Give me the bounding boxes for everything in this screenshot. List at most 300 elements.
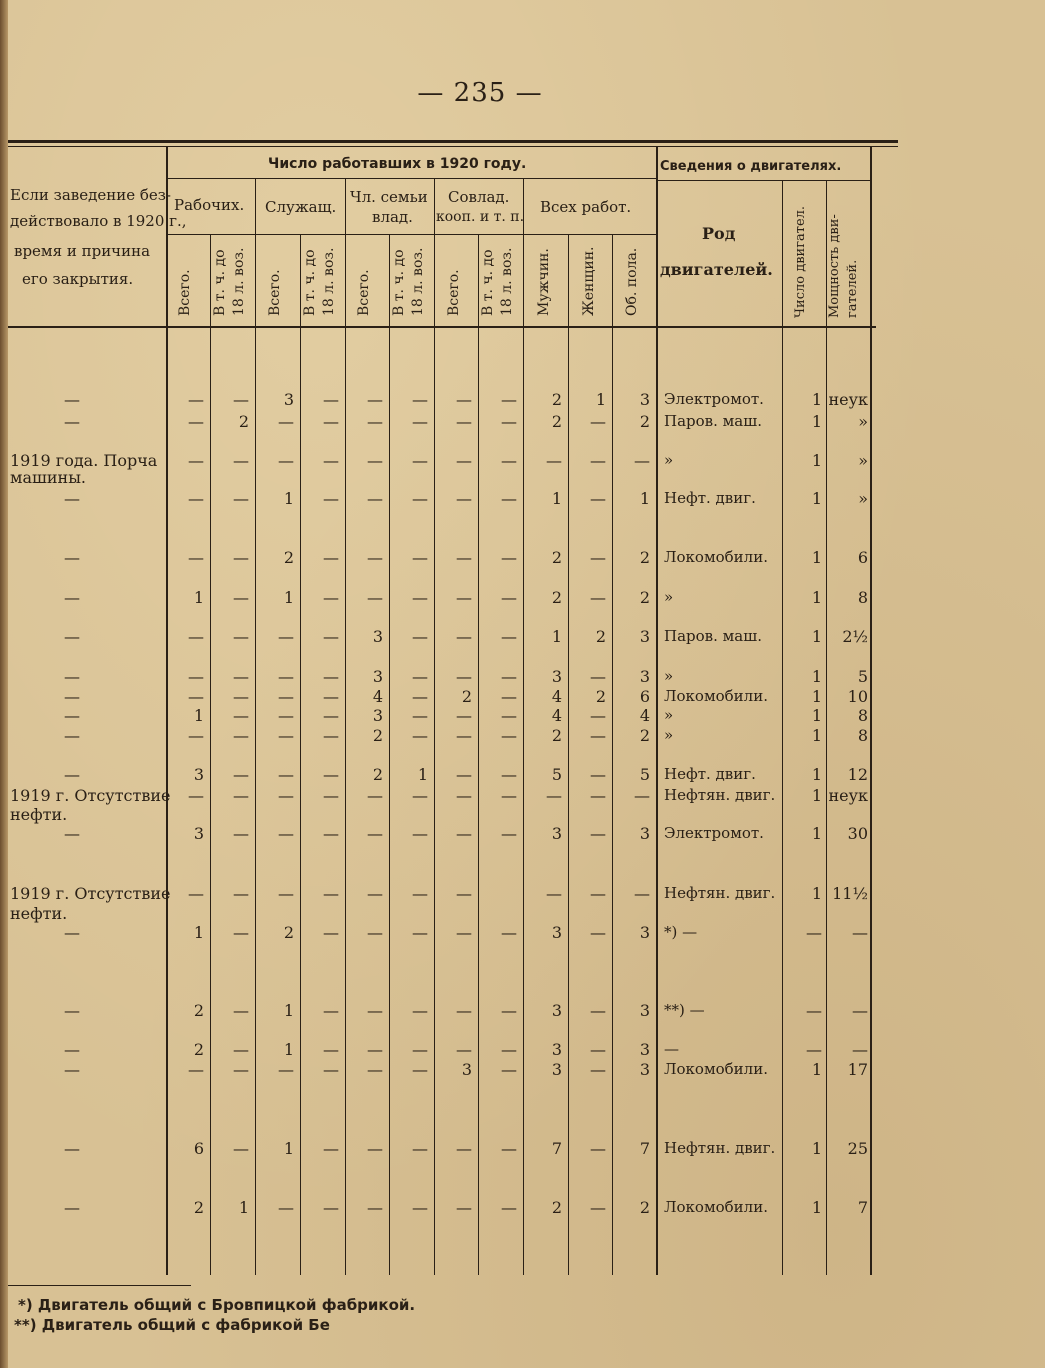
row-cell: — <box>278 667 294 686</box>
row-engine-count: 1 <box>811 489 822 508</box>
row-cell: — <box>188 1060 204 1079</box>
closure-header-line-3: время и причина <box>14 242 151 260</box>
row-cell: — <box>278 824 294 843</box>
row-cell: — <box>412 923 428 942</box>
workers-header-title: Число работавших в 1920 году. <box>268 156 527 172</box>
header-sep-workers <box>166 178 656 179</box>
row-cell: — <box>323 667 339 686</box>
sub-workers-minor-1: В т. ч. до <box>212 249 228 316</box>
row-cell: 2 <box>193 1001 204 1020</box>
row-cell: — <box>501 390 517 409</box>
top-rule-thin <box>8 146 898 147</box>
row-cell: — <box>590 588 606 607</box>
row-engine-count: 1 <box>811 548 822 567</box>
row-cell: — <box>412 627 428 646</box>
row-engine-power: 30 <box>847 824 868 843</box>
sub-employees-minor-2: 18 л. воз. <box>321 247 337 316</box>
row-engine-type: Локомобили. <box>664 687 768 705</box>
grid-vline <box>870 146 872 1275</box>
top-rule <box>8 140 898 143</box>
row-cell: — <box>188 489 204 508</box>
row-cell: — <box>501 1060 517 1079</box>
row-cell: — <box>634 884 650 903</box>
row-cell: — <box>456 667 472 686</box>
row-cell: 3 <box>551 1040 562 1059</box>
row-engine-power: 11½ <box>832 884 868 903</box>
row-cell: — <box>367 412 383 431</box>
row-cell: 3 <box>551 667 562 686</box>
row-cell: — <box>278 1060 294 1079</box>
sub-engine-count: Число двигател. <box>793 205 808 318</box>
row-cell: — <box>323 786 339 805</box>
row-engine-count: 1 <box>811 706 822 725</box>
row-cell: — <box>367 923 383 942</box>
row-engine-count: 1 <box>811 412 822 431</box>
row-cell: — <box>634 451 650 470</box>
row-cell: — <box>278 765 294 784</box>
row-cell: — <box>546 786 562 805</box>
row-closure-note: — <box>64 412 80 431</box>
row-cell: — <box>546 884 562 903</box>
row-cell: 2 <box>551 548 562 567</box>
row-cell: — <box>412 884 428 903</box>
row-cell: 2 <box>639 412 650 431</box>
row-engine-power: » <box>858 412 868 431</box>
row-cell: — <box>501 1198 517 1217</box>
closure-header-line-1: Если заведение без- <box>10 186 172 204</box>
row-engine-type: Нефтян. двиг. <box>664 786 776 804</box>
row-engine-power: 8 <box>857 706 868 725</box>
row-cell: — <box>367 1001 383 1020</box>
row-cell: 2 <box>551 726 562 745</box>
row-cell: 1 <box>595 390 606 409</box>
row-cell: 2 <box>595 687 606 706</box>
row-cell: — <box>501 1040 517 1059</box>
group-coowners-line-2: кооп. и т. п. <box>436 209 525 225</box>
row-engine-count: 1 <box>811 884 822 903</box>
row-cell: — <box>233 1139 249 1158</box>
row-cell: — <box>188 786 204 805</box>
sub-family-minor-1: В т. ч. до <box>391 249 407 316</box>
row-cell: — <box>323 1198 339 1217</box>
row-cell: 1 <box>283 1139 294 1158</box>
row-cell: — <box>188 667 204 686</box>
row-cell: 3 <box>551 1001 562 1020</box>
row-cell: — <box>412 412 428 431</box>
row-cell: — <box>634 786 650 805</box>
row-cell: — <box>188 412 204 431</box>
row-engine-type: **) — <box>664 1001 705 1019</box>
row-cell: — <box>456 548 472 567</box>
row-cell: 1 <box>639 489 650 508</box>
row-cell: — <box>323 1060 339 1079</box>
row-cell: — <box>412 1040 428 1059</box>
row-engine-count: 1 <box>811 588 822 607</box>
row-cell: — <box>278 726 294 745</box>
row-engine-type: » <box>664 706 674 724</box>
row-cell: — <box>323 824 339 843</box>
row-cell: — <box>590 884 606 903</box>
row-cell: 3 <box>551 1060 562 1079</box>
row-cell: — <box>412 786 428 805</box>
grid-vline <box>782 180 783 1275</box>
row-cell: — <box>367 1139 383 1158</box>
row-closure-note: — <box>64 489 80 508</box>
row-cell: 3 <box>639 1040 650 1059</box>
row-cell: — <box>590 923 606 942</box>
row-cell: 3 <box>193 765 204 784</box>
row-engine-type: Локомобили. <box>664 548 768 566</box>
row-cell: 1 <box>283 1040 294 1059</box>
row-cell: 3 <box>639 627 650 646</box>
row-cell: 3 <box>639 1001 650 1020</box>
row-cell: — <box>233 489 249 508</box>
grid-vline <box>612 234 613 1275</box>
row-closure-note: — <box>64 1060 80 1079</box>
row-cell: — <box>501 1001 517 1020</box>
book-binding-edge <box>0 0 8 1368</box>
row-cell: — <box>456 1139 472 1158</box>
row-cell: — <box>323 726 339 745</box>
row-engine-count: — <box>806 1040 822 1059</box>
row-cell: — <box>188 548 204 567</box>
group-family-line-1: Чл. семьи <box>350 188 428 206</box>
row-cell: — <box>323 1139 339 1158</box>
row-cell: — <box>367 1198 383 1217</box>
row-engine-count: 1 <box>811 824 822 843</box>
row-closure-note: — <box>64 824 80 843</box>
row-engine-type: Паров. маш. <box>664 412 762 430</box>
row-engine-count: 1 <box>811 786 822 805</box>
row-cell: 3 <box>283 390 294 409</box>
row-cell: — <box>456 765 472 784</box>
row-engine-count: 1 <box>811 390 822 409</box>
row-engine-type: Локомобили. <box>664 1198 768 1216</box>
row-cell: 3 <box>372 706 383 725</box>
row-cell: 3 <box>551 923 562 942</box>
row-cell: 5 <box>551 765 562 784</box>
row-engine-power: 5 <box>857 667 868 686</box>
header-sep-engines <box>656 180 870 181</box>
row-cell: — <box>456 923 472 942</box>
row-engine-type: Нефтян. двиг. <box>664 1139 776 1157</box>
group-employees: Служащ. <box>265 198 337 216</box>
row-cell: — <box>412 726 428 745</box>
row-cell: — <box>590 548 606 567</box>
row-cell: — <box>456 1040 472 1059</box>
row-cell: 2 <box>551 412 562 431</box>
row-cell: — <box>590 726 606 745</box>
sub-family-minor-2: 18 л. воз. <box>410 247 426 316</box>
row-engine-type: » <box>664 451 674 469</box>
sub-coowners-minor-2: 18 л. воз. <box>499 247 515 316</box>
row-cell: — <box>590 824 606 843</box>
row-cell: — <box>323 451 339 470</box>
sub-men: Мужчин. <box>536 248 552 316</box>
row-cell: — <box>233 706 249 725</box>
row-cell: — <box>412 451 428 470</box>
row-cell: — <box>233 786 249 805</box>
row-cell: 1 <box>551 627 562 646</box>
row-cell: — <box>456 412 472 431</box>
row-closure-note: — <box>64 548 80 567</box>
row-cell: 2 <box>193 1040 204 1059</box>
row-cell: 2 <box>551 390 562 409</box>
row-engine-power: 8 <box>857 726 868 745</box>
row-cell: — <box>278 706 294 725</box>
sub-workers-total: Всего. <box>177 269 193 316</box>
row-engine-type: Электромот. <box>664 824 764 842</box>
row-cell: — <box>188 884 204 903</box>
row-cell: — <box>501 923 517 942</box>
row-cell: 1 <box>417 765 428 784</box>
sub-family-total: Всего. <box>356 269 372 316</box>
row-cell: 3 <box>551 824 562 843</box>
row-closure-note: — <box>64 1001 80 1020</box>
row-closure-note: — <box>64 726 80 745</box>
engine-type-header-1: Род <box>702 224 736 243</box>
row-cell: — <box>590 786 606 805</box>
row-cell: 2 <box>639 588 650 607</box>
page-number: — 235 — <box>417 78 543 108</box>
row-cell: — <box>501 726 517 745</box>
row-engine-power: 12 <box>847 765 868 784</box>
row-cell: 1 <box>238 1198 249 1217</box>
row-cell: 4 <box>551 687 562 706</box>
row-cell: — <box>501 451 517 470</box>
row-engine-count: 1 <box>811 1139 822 1158</box>
row-cell: 1 <box>193 588 204 607</box>
row-closure-note: 1919 г. Отсутствие <box>10 884 171 903</box>
row-cell: — <box>323 923 339 942</box>
row-cell: — <box>323 884 339 903</box>
row-cell: — <box>501 765 517 784</box>
row-cell: — <box>323 687 339 706</box>
row-cell: — <box>456 726 472 745</box>
row-closure-note: нефти. <box>10 805 68 824</box>
grid-vline <box>345 178 346 1275</box>
row-cell: — <box>278 412 294 431</box>
sub-employees-minor-1: В т. ч. до <box>302 249 318 316</box>
row-cell: — <box>233 1060 249 1079</box>
footnote-rule <box>8 1285 191 1286</box>
row-engine-count: — <box>806 1001 822 1020</box>
row-cell: — <box>367 1060 383 1079</box>
row-cell: — <box>501 824 517 843</box>
row-cell: — <box>412 667 428 686</box>
row-cell: — <box>456 390 472 409</box>
grid-vline <box>255 178 256 1275</box>
row-cell: — <box>456 1198 472 1217</box>
row-cell: — <box>278 687 294 706</box>
row-cell: 3 <box>461 1060 472 1079</box>
row-cell: — <box>456 1001 472 1020</box>
row-closure-note: 1919 г. Отсутствие <box>10 786 171 805</box>
row-cell: 1 <box>283 588 294 607</box>
row-cell: — <box>367 489 383 508</box>
row-closure-note: — <box>64 706 80 725</box>
row-cell: — <box>367 884 383 903</box>
row-cell: — <box>501 706 517 725</box>
row-cell: — <box>590 1198 606 1217</box>
row-cell: 6 <box>193 1139 204 1158</box>
row-engine-type: » <box>664 667 674 685</box>
row-closure-note: 1919 года. Порча <box>10 451 158 470</box>
row-closure-note: — <box>64 1040 80 1059</box>
row-engine-power: » <box>858 451 868 470</box>
row-engine-count: 1 <box>811 1060 822 1079</box>
row-engine-count: 1 <box>811 687 822 706</box>
row-engine-power: — <box>852 1040 868 1059</box>
row-cell: — <box>412 706 428 725</box>
sub-coowners-total: Всего. <box>446 269 462 316</box>
row-cell: — <box>233 627 249 646</box>
row-cell: 4 <box>551 706 562 725</box>
grid-vline <box>434 178 435 1275</box>
sub-employees-total: Всего. <box>267 269 283 316</box>
row-cell: — <box>188 451 204 470</box>
row-cell: 3 <box>372 667 383 686</box>
row-cell: 4 <box>639 706 650 725</box>
sub-women: Женщин. <box>581 246 597 316</box>
row-closure-note: — <box>64 667 80 686</box>
row-closure-note: машины. <box>10 468 87 487</box>
row-cell: 1 <box>551 489 562 508</box>
row-cell: — <box>278 451 294 470</box>
row-cell: — <box>233 923 249 942</box>
row-engine-power: 17 <box>847 1060 868 1079</box>
sub-engine-power-1: Мощность дви- <box>827 214 842 318</box>
row-cell: 4 <box>372 687 383 706</box>
row-engine-type: Нефт. двиг. <box>664 765 756 783</box>
row-cell: — <box>412 687 428 706</box>
row-cell: — <box>367 588 383 607</box>
row-cell: 3 <box>639 824 650 843</box>
grid-vline <box>478 234 479 1275</box>
row-cell: — <box>367 390 383 409</box>
row-cell: — <box>412 390 428 409</box>
row-cell: — <box>233 588 249 607</box>
sub-coowners-minor-1: В т. ч. до <box>480 249 496 316</box>
row-cell: — <box>412 1001 428 1020</box>
row-cell: — <box>233 390 249 409</box>
row-cell: — <box>323 390 339 409</box>
engine-type-header-2: двигателей. <box>660 260 773 279</box>
row-cell: — <box>278 627 294 646</box>
row-engine-type: Электромот. <box>664 390 764 408</box>
row-engine-type: » <box>664 726 674 744</box>
row-engine-count: 1 <box>811 451 822 470</box>
row-cell: — <box>412 1198 428 1217</box>
row-cell: — <box>278 884 294 903</box>
grid-vline <box>389 234 390 1275</box>
row-cell: 2 <box>639 1198 650 1217</box>
row-cell: — <box>412 548 428 567</box>
row-cell: — <box>323 588 339 607</box>
row-cell: — <box>501 667 517 686</box>
row-cell: — <box>323 765 339 784</box>
row-cell: — <box>367 451 383 470</box>
row-engine-power: 8 <box>857 588 868 607</box>
row-engine-type: — <box>664 1040 679 1058</box>
row-engine-type: Паров. маш. <box>664 627 762 645</box>
row-cell: — <box>590 1001 606 1020</box>
row-cell: — <box>323 1040 339 1059</box>
sub-both: Об. пола. <box>624 247 640 316</box>
row-cell: — <box>233 765 249 784</box>
row-cell: 2 <box>283 923 294 942</box>
row-cell: 6 <box>639 687 650 706</box>
row-cell: — <box>456 824 472 843</box>
engines-header-title: Сведения о двигателях. <box>660 159 842 174</box>
row-cell: — <box>367 1040 383 1059</box>
header-bottom-rule <box>8 326 876 328</box>
row-cell: 2 <box>639 726 650 745</box>
row-cell: — <box>456 451 472 470</box>
row-cell: — <box>590 1040 606 1059</box>
row-closure-note: — <box>64 588 80 607</box>
row-cell: — <box>233 1040 249 1059</box>
footnote-2: **) Двигатель общий с фабрикой Бе <box>14 1316 330 1334</box>
row-cell: — <box>501 786 517 805</box>
row-engine-power: 25 <box>847 1139 868 1158</box>
row-cell: — <box>412 824 428 843</box>
row-cell: — <box>590 706 606 725</box>
row-cell: — <box>188 627 204 646</box>
group-workers: Рабочих. <box>174 196 245 214</box>
grid-vline <box>656 146 658 1275</box>
row-cell: 2 <box>372 765 383 784</box>
row-cell: — <box>590 1139 606 1158</box>
row-cell: — <box>188 390 204 409</box>
row-cell: 2 <box>283 548 294 567</box>
row-engine-power: неук <box>828 390 868 409</box>
group-coowners-line-1: Совлад. <box>448 188 510 206</box>
row-cell: — <box>188 687 204 706</box>
row-engine-type: » <box>664 588 674 606</box>
row-cell: 2 <box>551 588 562 607</box>
row-cell: — <box>456 588 472 607</box>
row-cell: 2 <box>238 412 249 431</box>
row-cell: — <box>233 548 249 567</box>
row-cell: — <box>323 412 339 431</box>
row-cell: — <box>233 687 249 706</box>
row-cell: 7 <box>639 1139 650 1158</box>
row-cell: 3 <box>193 824 204 843</box>
row-cell: — <box>367 786 383 805</box>
row-engine-count: 1 <box>811 765 822 784</box>
row-cell: — <box>501 1139 517 1158</box>
sub-workers-minor-2: 18 л. воз. <box>231 247 247 316</box>
row-cell: 3 <box>639 1060 650 1079</box>
row-cell: 2 <box>639 548 650 567</box>
row-cell: — <box>501 489 517 508</box>
row-closure-note: — <box>64 1139 80 1158</box>
row-cell: — <box>233 726 249 745</box>
row-engine-count: 1 <box>811 627 822 646</box>
row-engine-power: 10 <box>847 687 868 706</box>
row-cell: 1 <box>193 706 204 725</box>
row-engine-count: 1 <box>811 667 822 686</box>
row-engine-type: Локомобили. <box>664 1060 768 1078</box>
row-cell: — <box>456 884 472 903</box>
row-closure-note: — <box>64 627 80 646</box>
grid-vline <box>210 234 211 1275</box>
row-cell: — <box>412 1139 428 1158</box>
grid-vline <box>523 178 524 1275</box>
row-engine-type: *) — <box>664 923 698 941</box>
row-cell: — <box>412 489 428 508</box>
